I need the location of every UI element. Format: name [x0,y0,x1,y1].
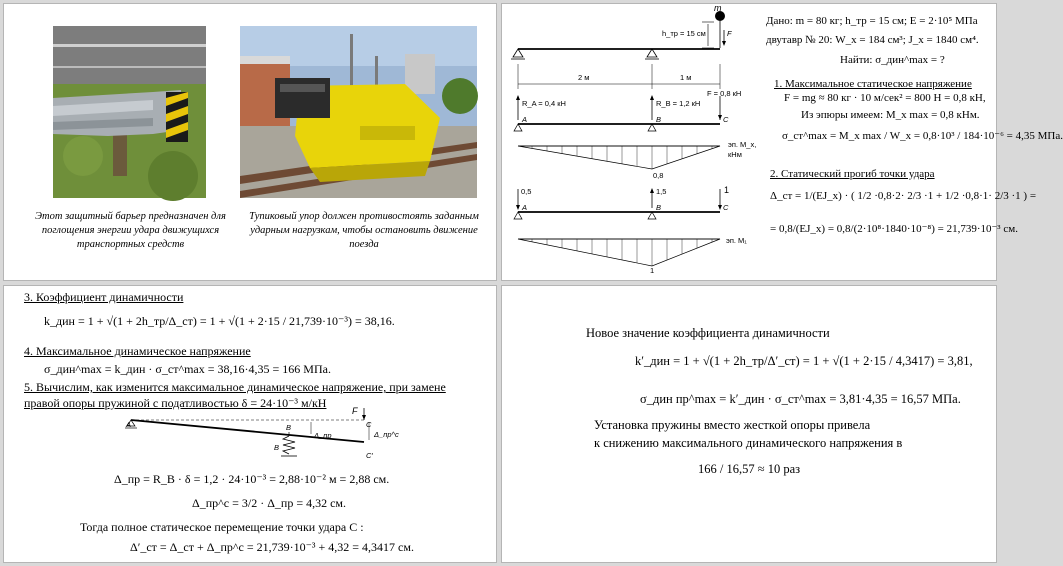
dim-left: 2 м [578,73,590,82]
spring-B2: B [274,443,280,452]
m1-value: 1 [650,266,655,275]
s4-sigma-formula: σ_дин пр^max = k′_дин · σ_ст^max = 3,81·4,35 = 16,57 МПа. [640,392,961,406]
label-m: m [714,3,722,13]
label-ep-mx: эп. M_x, [728,140,757,149]
point-B2: B [656,203,662,212]
point-B: B [656,115,662,124]
reaction-B: R_B = 1,2 кН [656,99,701,108]
reaction-A: R_A = 0,4 кН [522,99,566,108]
step2-title: 2. Статический прогиб точки удара [770,168,935,180]
total-formula: Δ′_ст = Δ_ст + Δ_пр^c = 21,739·10⁻³ + 4,32 = 4,3417 см. [130,540,414,554]
slide-conclusion [501,285,997,563]
label-dprc: Δ_пр^c [374,430,399,439]
point-C: C [723,115,729,124]
point-A2: A [522,203,528,212]
spring-Cp: C′ [366,451,373,460]
step5-line2: правой опоры пружиной с податливостью δ = 24·10⁻³ м/кН [24,396,327,410]
caption-barrier: Этот защитный барьер предназначен для поглощения энергии удара движущихся транспортных средств [35,211,226,250]
label-dpr: Δ_пр [314,431,332,440]
slide-dynamics [3,285,497,563]
spring-icon [283,436,295,454]
spring-A: A [126,420,132,429]
step5-line1: 5. Вычислим, как изменится максимальное динамическое напряжение, при замене [24,380,446,394]
mx-value: 0,8 [653,171,664,180]
dim-right: 1 м [680,73,692,82]
label-h: h_тр = 15 см [662,29,706,38]
point-C2: C [723,203,729,212]
s4-conclusion1: Установка пружины вместо жесткой опоры привела [594,418,871,432]
guardrail-photo [53,26,206,198]
s4-title: Новое значение коэффициента динамичности [586,326,830,340]
force-F: F = 0,8 кН [707,89,742,98]
step1-line2: Из эпюры имеем: M_x max = 0,8 кНм. [801,109,980,121]
s4-ratio: 166 / 16,57 ≈ 10 раз [698,462,801,476]
step4-formula: σ_дин^max = k_дин · σ_ст^max = 38,16·4,35 = 166 МПа. [44,362,331,376]
step3-formula: k_дин = 1 + √(1 + 2h_тр/Δ_ст) = 1 + √(1 + 2·15 / 21,739·10⁻³) = 38,16. [44,314,395,328]
spring-C: C [366,420,372,429]
total-text: Тогда полное статическое перемещение точки удара C : [80,520,364,534]
unit-05: 0,5 [521,187,532,196]
point-A: A [522,115,528,124]
spring-formula: Δ_пр = R_B · δ = 1,2 · 24·10⁻³ = 2,88·10⁻² м = 2,88 см. [114,472,390,486]
spring-F: F [352,406,358,416]
c-formula: Δ_пр^c = 3/2 · Δ_пр = 4,32 см. [192,496,347,510]
step1-line3: σ_ст^max = M_x max / W_x = 0,8·10³ / 184·10⁻⁶ = 4,35 МПа. [782,130,1063,142]
spring-B: B [286,423,292,432]
s4-conclusion2: к снижению максимального динамического напряжения в [594,436,903,450]
label-ep-m1: эп. M₁ [726,236,747,245]
slide-photos [3,3,497,281]
label-F-top: F [727,29,732,38]
buffer-stop-photo [240,26,477,198]
step2-line1: Δ_ст = 1/(EJ_x) · ( 1/2 ·0,8·2· 2/3 ·1 + 1/2 ·0,8·1· 2/3 ·1 ) = [770,190,1037,202]
unit-15: 1,5 [656,187,667,196]
step3-title: 3. Коэффициент динамичности [24,290,184,304]
find: Найти: σ_дин^max = ? [840,54,945,66]
given-line1: Дано: m = 80 кг; h_тр = 15 см; E = 2·10⁵ МПа [766,15,978,27]
slide-statics [501,3,1063,281]
s4-k-formula: k′_дин = 1 + √(1 + 2h_тр/Δ′_ст) = 1 + √(1 + 2·15 / 4,3417) = 3,81, [635,354,973,368]
step1-title: 1. Максимальное статическое напряжение [774,78,972,90]
caption-buffer-stop: Тупиковый упор должен противостоять заданным ударным нагрузкам, чтобы остановить движение поезда [249,211,479,250]
step4-title: 4. Максимальное динамическое напряжение [24,344,251,358]
given-line2: двутавр № 20: W_x = 184 см³; J_x = 1840 см⁴. [766,34,979,46]
step2-line2: = 0,8/(EJ_x) = 0,8/(2·10⁸·1840·10⁻⁸) = 21,739·10⁻³ см. [770,223,1018,235]
unit-1: 1 [724,185,730,195]
label-ep-unit: кНм [728,150,742,159]
step1-line1: F = mg ≈ 80 кг · 10 м/сек² = 800 Н = 0,8 кН, [784,92,986,104]
